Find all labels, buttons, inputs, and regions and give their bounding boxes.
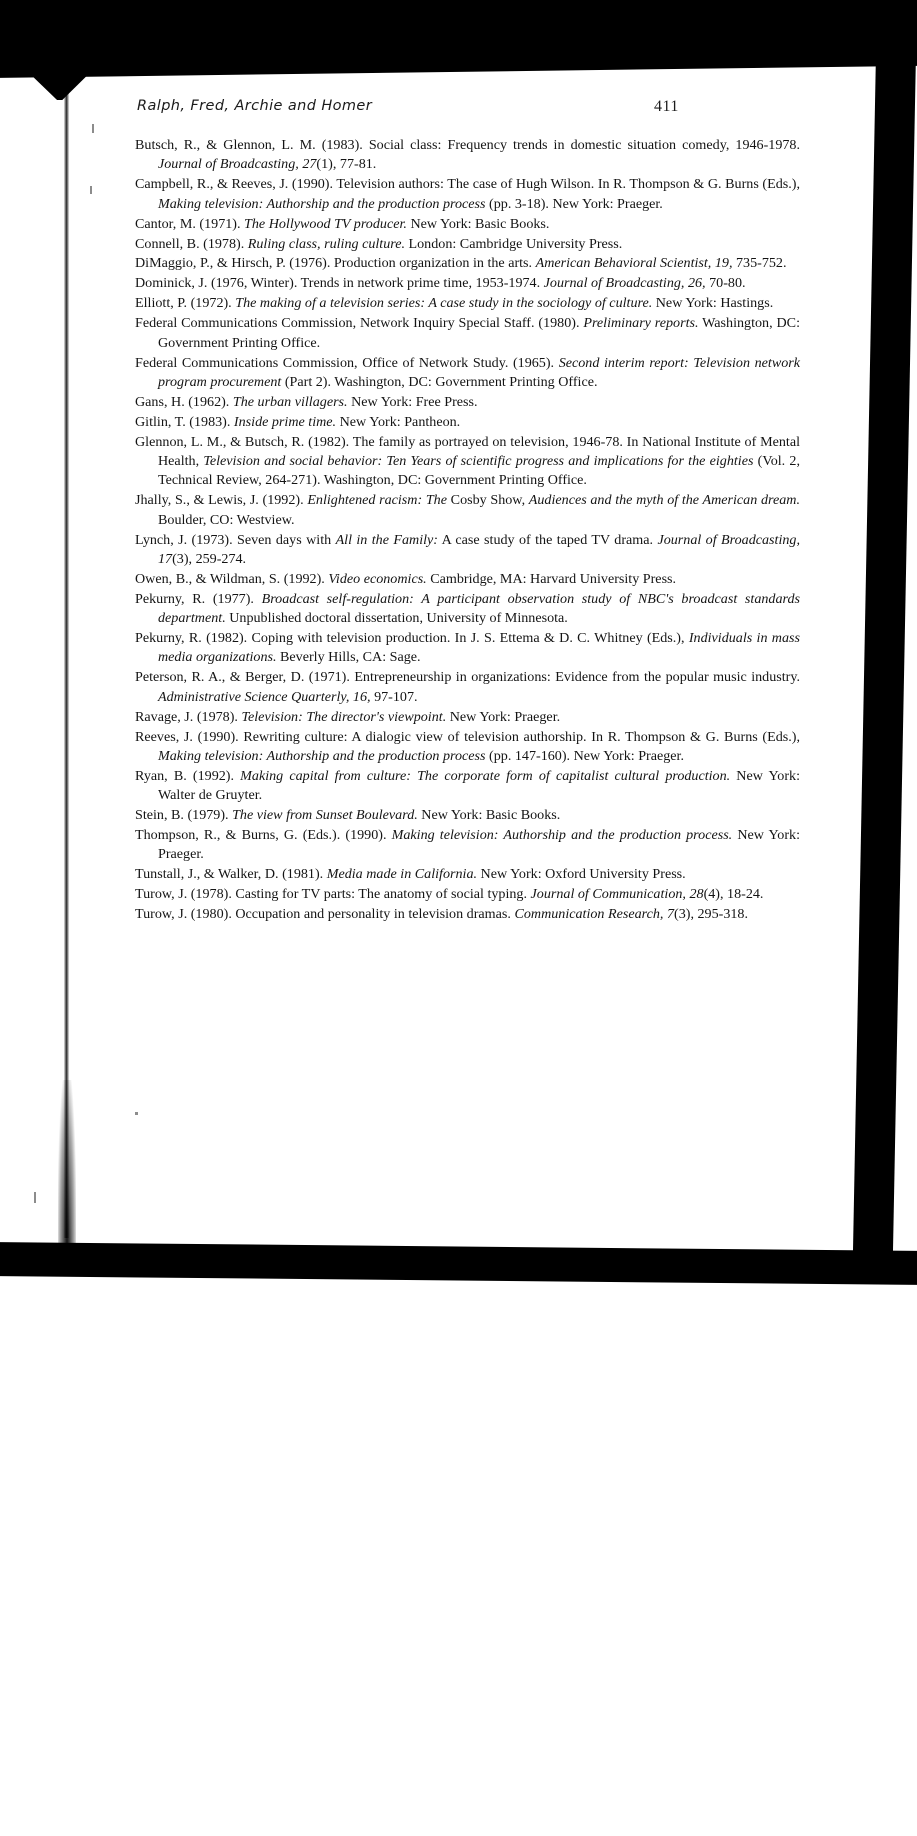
running-head: Ralph, Fred, Archie and Homer — [137, 98, 373, 114]
reference-entry: Dominick, J. (1976, Winter). Trends in network prime time, 1953-1974. Journal of Broadcasting, 26, 70-80. — [135, 275, 746, 292]
reference-entry: Pekurny, R. (1982). Coping with television production. In J. S. Ettema & D. C. Whitney (Eds.), Individuals in mass media organizations. Beverly Hills, CA: Sage. — [135, 630, 801, 666]
reference-entry: Peterson, R. A., & Berger, D. (1971). Entrepreneurship in organizations: Evidence from the popular music industry. Administrative Science Quarterly, 16, 97-107. — [135, 669, 800, 705]
reference-entry: Campbell, R., & Reeves, J. (1990). Television authors: The case of Hugh Wilson. In R. Thompson & G. Burns (Eds.), Making television: Authorship and the production process (pp. 3-18). New York: Praeger. — [135, 176, 800, 212]
reference-entry: Thompson, R., & Burns, G. (Eds.). (1990). Making television: Authorship and the production process. New York: Praeger. — [135, 827, 800, 863]
reference-entry: Jhally, S., & Lewis, J. (1992). Enlightened racism: The Cosby Show, Audiences and the myth of the American dream. Boulder, CO: Westview. — [135, 492, 800, 528]
reference-entry: Federal Communications Commission, Network Inquiry Special Staff. (1980). Preliminary reports. Washington, DC: Government Printing Office. — [135, 315, 800, 351]
reference-entry: Federal Communications Commission, Office of Network Study. (1965). Second interim report: Television network program procurement (Part 2). Washington, DC: Government Printing Office. — [135, 354, 801, 390]
reference-entry: Stein, B. (1979). The view from Sunset Boulevard. New York: Basic Books. — [135, 807, 561, 824]
page-number: 411 — [654, 98, 679, 115]
reference-entry: Cantor, M. (1971). The Hollywood TV producer. New York: Basic Books. — [135, 215, 550, 232]
reference-entry: Gitlin, T. (1983). Inside prime time. New York: Pantheon. — [135, 413, 461, 430]
reference-entry: Reeves, J. (1990). Rewriting culture: A dialogic view of television authorship. In R. Thompson & G. Burns (Eds.), Making television: Authorship and the production process (pp. 147-160). New York: Praeger. — [135, 728, 800, 764]
reference-list — [135, 136, 800, 925]
reference-entry: Butsch, R., & Glennon, L. M. (1983). Social class: Frequency trends in domestic situation comedy, 1946-1978. Journal of Broadcasting, 27(1), 77-81. — [135, 137, 800, 173]
reference-entry: Ryan, B. (1992). Making capital from culture: The corporate form of capitalist cultural production. New York: Walter de Gruyter. — [135, 767, 801, 804]
reference-entry: Ravage, J. (1978). Television: The director's viewpoint. New York: Praeger. — [135, 708, 561, 725]
reference-entry: DiMaggio, P., & Hirsch, P. (1976). Production organization in the arts. American Behavioral Scientist, 19, 735-752. — [135, 255, 787, 272]
reference-entry: Pekurny, R. (1977). Broadcast self-regulation: A participant observation study of NBC's broadcast standards department. Unpublished doctoral dissertation, University of Minnesota. — [135, 590, 800, 627]
reference-entry: Turow, J. (1978). Casting for TV parts: The anatomy of social typing. Journal of Communication, 28(4), 18-24. — [135, 886, 764, 903]
reference-entry: Connell, B. (1978). Ruling class, ruling culture. London: Cambridge University Press. — [135, 235, 623, 252]
reference-entry: Turow, J. (1980). Occupation and personality in television dramas. Communication Research, 7(3), 295-318. — [135, 906, 748, 923]
reference-entry: Elliott, P. (1972). The making of a television series: A case study in the sociology of culture. New York: Hastings. — [135, 295, 774, 312]
reference-entry: Owen, B., & Wildman, S. (1992). Video economics. Cambridge, MA: Harvard University Press. — [135, 570, 677, 587]
reference-entry: Tunstall, J., & Walker, D. (1981). Media made in California. New York: Oxford University Press. — [135, 866, 686, 883]
reference-entry: Lynch, J. (1973). Seven days with All in the Family: A case study of the taped TV drama. Journal of Broadcasting, 17(3), 259-274. — [135, 531, 800, 567]
reference-entry: Glennon, L. M., & Butsch, R. (1982). The family as portrayed on television, 1946-78. In National Institute of Mental Health, Television and social behavior: Ten Years of scientific progress and implications for the eighties (Vol. 2, Technical Review, 264-271). Washington, DC: Government Printing Office. — [135, 433, 800, 489]
reference-entry: Gans, H. (1962). The urban villagers. New York: Free Press. — [135, 393, 478, 410]
